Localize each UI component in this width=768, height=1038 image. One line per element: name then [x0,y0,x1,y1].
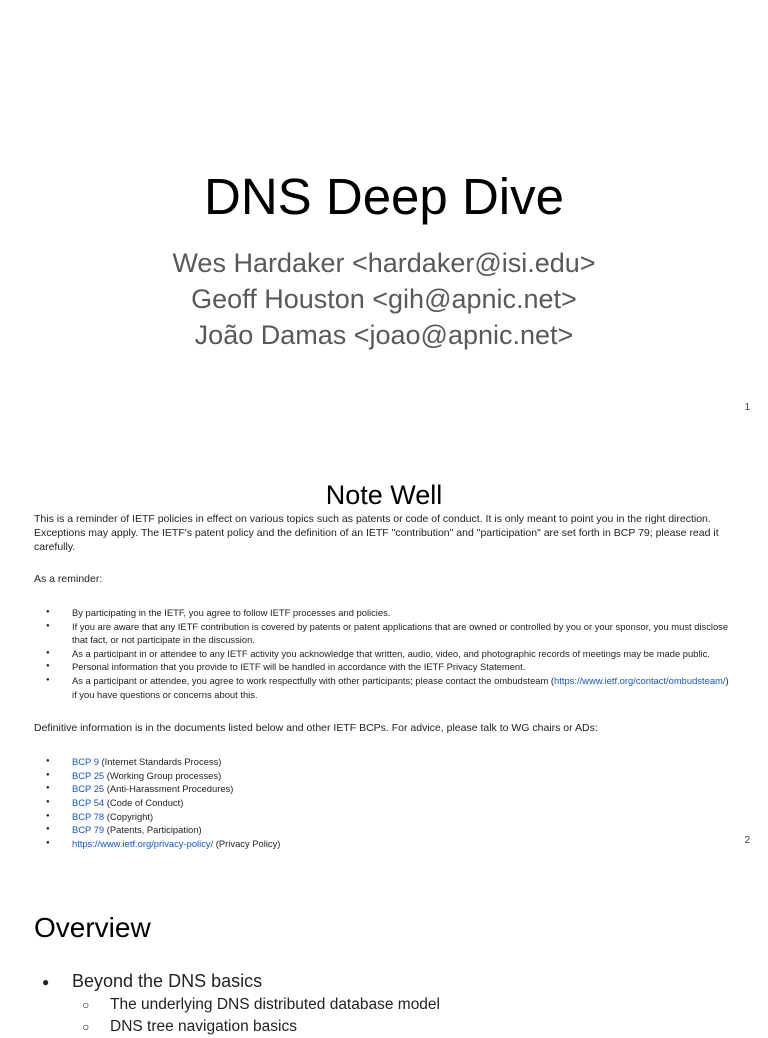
note-well-body [34,512,734,850]
presentation-title: DNS Deep Dive [204,168,564,225]
author-line: Geoff Houston <gih@apnic.net> [191,284,577,314]
bullet-icon: ● [42,975,50,989]
list-item: ● https://www.ietf.org/privacy-policy/ (Privacy Policy) [72,837,734,851]
hollow-bullet-icon: ○ [82,998,90,1012]
slide-title: Overview [34,912,151,943]
author-line: João Damas <joao@apnic.net> [194,320,574,350]
bcp-link[interactable]: BCP 9 [72,756,99,768]
overview-slide [0,864,768,1035]
author-line: Wes Hardaker <hardaker@isi.edu> [172,248,596,278]
bcp-link[interactable]: BCP 54 [72,796,105,808]
list-item: ● If you are aware that any IETF contribution is covered by patents or patent applications that are owned or controlled by you or your sponsor, you must disclose that fact, or not participate in the discussion. [72,620,734,647]
bcp-doc-list [34,755,734,850]
list-item: ● BCP 25 (Anti-Harassment Procedures) [72,782,734,796]
list-item: ● BCP 9 (Internet Standards Process) [72,755,734,769]
ombudsteam-link[interactable]: https://www.ietf.org/contact/ombudsteam/ [554,674,726,686]
list-item: ● BCP 54 (Code of Conduct) [72,796,734,810]
bcp-link[interactable]: BCP 25 [72,783,105,795]
bcp-link[interactable]: BCP 78 [72,810,105,822]
list-item: ● BCP 78 (Copyright) [72,810,734,824]
sub-list-item: ○ The underlying DNS distributed database model [72,994,440,1016]
list-item: ● BCP 25 (Working Group processes) [72,769,734,783]
intro-paragraph: This is a reminder of IETF policies in effect on various topics such as patents or code of conduct. It is only meant to point you in the right direction. Exceptions may apply. The IETF's patent policy and the definition of an IETF "contribution" and "participation" are set forth in BCP 79; please read it carefully. [34,513,719,553]
list-item: ● As a participant or attendee, you agree to work respectfully with other participants; please contact the ombudsteam (https://www.ietf.org/contact/ombudsteam/) if you have questions or concerns about this. [72,674,734,701]
page-number: 2 [744,835,750,846]
list-item: ● Personal information that you provide to IETF will be handled in accordance with the IETF Privacy Statement. [72,660,734,674]
list-item: ● As a participant in or attendee to any IETF activity you acknowledge that written, audio, video, and photographic records of meetings may be made public. [72,647,734,661]
bcp-link[interactable]: BCP 79 [72,824,105,836]
reminder-label: As a reminder: [34,573,103,585]
hollow-bullet-icon: ○ [82,1020,90,1034]
reminder-list [34,606,734,701]
page-number: 1 [744,402,750,413]
author-list [0,245,768,353]
sub-list [72,994,440,1038]
privacy-policy-link[interactable]: https://www.ietf.org/privacy-policy/ [72,837,214,849]
list-item: ● BCP 79 (Patents, Participation) [72,823,734,837]
list-item: ● Beyond the DNS basics ○ The underlying DNS distributed database model ○ DNS tree navigation basics [42,968,440,1038]
definitive-paragraph: Definitive information is in the documents listed below and other IETF BCPs. For advice, please talk to WG chairs or ADs: [34,722,598,735]
list-item: ● By participating in the IETF, you agree to follow IETF processes and policies. [72,606,734,620]
bcp-link[interactable]: BCP 25 [72,769,105,781]
slide-title: Note Well [325,480,443,510]
note-well-slide [0,432,768,864]
title-slide [0,0,768,432]
sub-list-item: ○ DNS tree navigation basics [72,1016,440,1038]
overview-list [42,968,440,1038]
